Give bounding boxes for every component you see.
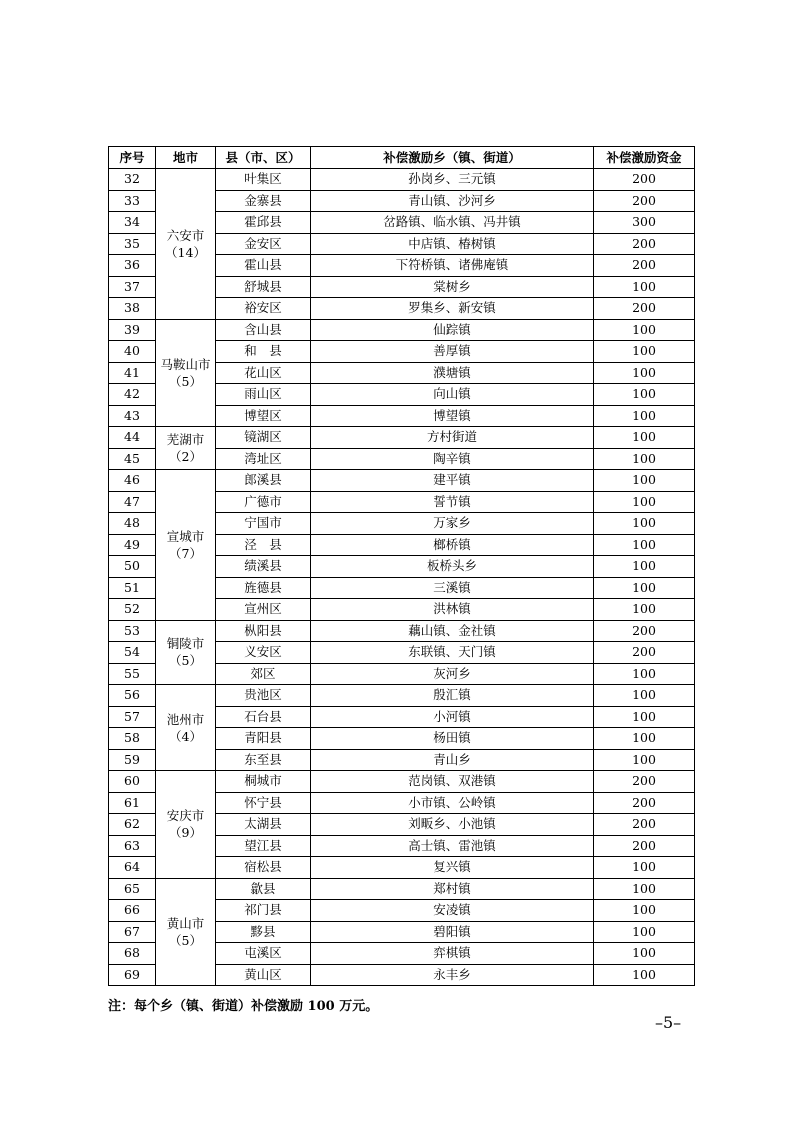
- cell-towns: 棠树乡: [311, 276, 594, 298]
- cell-county: 屯溪区: [216, 943, 311, 965]
- cell-county: 歙县: [216, 878, 311, 900]
- cell-fund: 100: [594, 384, 695, 406]
- cell-towns: 青山镇、沙河乡: [311, 190, 594, 212]
- cell-fund: 200: [594, 620, 695, 642]
- cell-city: 黄山市（5）: [156, 878, 216, 986]
- cell-serial: 40: [109, 341, 156, 363]
- cell-serial: 57: [109, 706, 156, 728]
- cell-fund: 100: [594, 964, 695, 986]
- table-row: [109, 470, 695, 492]
- cell-county: 太湖县: [216, 814, 311, 836]
- cell-fund: 100: [594, 921, 695, 943]
- cell-county: 博望区: [216, 405, 311, 427]
- cell-fund: 100: [594, 470, 695, 492]
- table-row: [109, 620, 695, 642]
- cell-serial: 66: [109, 900, 156, 922]
- cell-fund: 100: [594, 491, 695, 513]
- cell-towns: 向山镇: [311, 384, 594, 406]
- cell-towns: 仙踪镇: [311, 319, 594, 341]
- cell-towns: 建平镇: [311, 470, 594, 492]
- cell-serial: 64: [109, 857, 156, 879]
- cell-fund: 100: [594, 878, 695, 900]
- header-county: 县（市、区）: [216, 147, 311, 169]
- page-number: –5–: [655, 1013, 682, 1032]
- cell-towns: 永丰乡: [311, 964, 594, 986]
- cell-county: 裕安区: [216, 298, 311, 320]
- cell-towns: 范岗镇、双港镇: [311, 771, 594, 793]
- cell-city: 池州市（4）: [156, 685, 216, 771]
- cell-serial: 56: [109, 685, 156, 707]
- cell-county: 旌德县: [216, 577, 311, 599]
- cell-county: 霍邱县: [216, 212, 311, 234]
- cell-fund: 100: [594, 362, 695, 384]
- cell-fund: 100: [594, 685, 695, 707]
- cell-serial: 45: [109, 448, 156, 470]
- cell-fund: 100: [594, 405, 695, 427]
- cell-county: 宿松县: [216, 857, 311, 879]
- cell-county: 青阳县: [216, 728, 311, 750]
- cell-serial: 54: [109, 642, 156, 664]
- cell-serial: 65: [109, 878, 156, 900]
- cell-county: 霍山县: [216, 255, 311, 277]
- cell-county: 金寨县: [216, 190, 311, 212]
- cell-towns: 濮塘镇: [311, 362, 594, 384]
- cell-city: 宣城市（7）: [156, 470, 216, 621]
- cell-fund: 100: [594, 577, 695, 599]
- table-row: [109, 427, 695, 449]
- cell-towns: 殷汇镇: [311, 685, 594, 707]
- cell-towns: 小河镇: [311, 706, 594, 728]
- cell-county: 祁门县: [216, 900, 311, 922]
- cell-county: 金安区: [216, 233, 311, 255]
- cell-fund: 200: [594, 835, 695, 857]
- cell-towns: 刘畈乡、小池镇: [311, 814, 594, 836]
- cell-fund: 200: [594, 169, 695, 191]
- cell-towns: 藕山镇、金社镇: [311, 620, 594, 642]
- cell-fund: 100: [594, 556, 695, 578]
- cell-towns: 东联镇、天门镇: [311, 642, 594, 664]
- cell-fund: 100: [594, 943, 695, 965]
- cell-serial: 55: [109, 663, 156, 685]
- cell-towns: 板桥头乡: [311, 556, 594, 578]
- cell-fund: 100: [594, 599, 695, 621]
- cell-fund: 100: [594, 319, 695, 341]
- cell-county: 义安区: [216, 642, 311, 664]
- header-serial: 序号: [109, 147, 156, 169]
- cell-county: 舒城县: [216, 276, 311, 298]
- cell-serial: 60: [109, 771, 156, 793]
- cell-serial: 68: [109, 943, 156, 965]
- cell-fund: 100: [594, 663, 695, 685]
- cell-towns: 岔路镇、临水镇、冯井镇: [311, 212, 594, 234]
- cell-fund: 100: [594, 534, 695, 556]
- cell-serial: 50: [109, 556, 156, 578]
- cell-county: 望江县: [216, 835, 311, 857]
- cell-serial: 47: [109, 491, 156, 513]
- cell-towns: 下符桥镇、诸佛庵镇: [311, 255, 594, 277]
- cell-serial: 46: [109, 470, 156, 492]
- cell-towns: 中店镇、椿树镇: [311, 233, 594, 255]
- table-row: [109, 169, 695, 191]
- cell-county: 湾址区: [216, 448, 311, 470]
- table-note: 注：每个乡（镇、街道）补偿激励 100 万元。: [108, 999, 379, 1014]
- cell-fund: 100: [594, 857, 695, 879]
- cell-serial: 61: [109, 792, 156, 814]
- cell-county: 雨山区: [216, 384, 311, 406]
- cell-towns: 弈棋镇: [311, 943, 594, 965]
- table-row: [109, 685, 695, 707]
- cell-towns: 博望镇: [311, 405, 594, 427]
- cell-serial: 41: [109, 362, 156, 384]
- cell-towns: 洪林镇: [311, 599, 594, 621]
- cell-serial: 62: [109, 814, 156, 836]
- header-fund: 补偿激励资金: [594, 147, 695, 169]
- cell-fund: 200: [594, 190, 695, 212]
- cell-serial: 67: [109, 921, 156, 943]
- cell-county: 桐城市: [216, 771, 311, 793]
- cell-county: 含山县: [216, 319, 311, 341]
- cell-towns: 榔桥镇: [311, 534, 594, 556]
- cell-towns: 青山乡: [311, 749, 594, 771]
- cell-city: 马鞍山市（5）: [156, 319, 216, 427]
- cell-towns: 万家乡: [311, 513, 594, 535]
- cell-towns: 三溪镇: [311, 577, 594, 599]
- cell-county: 泾 县: [216, 534, 311, 556]
- table-body: [109, 169, 695, 986]
- cell-serial: 33: [109, 190, 156, 212]
- cell-towns: 善厚镇: [311, 341, 594, 363]
- cell-towns: 灰河乡: [311, 663, 594, 685]
- cell-towns: 碧阳镇: [311, 921, 594, 943]
- cell-serial: 44: [109, 427, 156, 449]
- cell-county: 黟县: [216, 921, 311, 943]
- cell-towns: 安凌镇: [311, 900, 594, 922]
- cell-county: 黄山区: [216, 964, 311, 986]
- cell-fund: 200: [594, 792, 695, 814]
- cell-fund: 100: [594, 900, 695, 922]
- cell-county: 贵池区: [216, 685, 311, 707]
- cell-fund: 100: [594, 448, 695, 470]
- cell-serial: 69: [109, 964, 156, 986]
- cell-fund: 200: [594, 233, 695, 255]
- cell-fund: 100: [594, 276, 695, 298]
- cell-towns: 方村街道: [311, 427, 594, 449]
- cell-serial: 34: [109, 212, 156, 234]
- cell-towns: 小市镇、公岭镇: [311, 792, 594, 814]
- cell-serial: 49: [109, 534, 156, 556]
- cell-serial: 58: [109, 728, 156, 750]
- cell-serial: 37: [109, 276, 156, 298]
- cell-city: 铜陵市（5）: [156, 620, 216, 685]
- cell-serial: 51: [109, 577, 156, 599]
- cell-county: 花山区: [216, 362, 311, 384]
- cell-towns: 复兴镇: [311, 857, 594, 879]
- cell-serial: 32: [109, 169, 156, 191]
- cell-towns: 杨田镇: [311, 728, 594, 750]
- cell-county: 宁国市: [216, 513, 311, 535]
- cell-fund: 200: [594, 255, 695, 277]
- cell-county: 石台县: [216, 706, 311, 728]
- cell-fund: 100: [594, 706, 695, 728]
- cell-serial: 39: [109, 319, 156, 341]
- cell-towns: 郑村镇: [311, 878, 594, 900]
- cell-towns: 孙岗乡、三元镇: [311, 169, 594, 191]
- cell-fund: 200: [594, 771, 695, 793]
- cell-serial: 38: [109, 298, 156, 320]
- cell-county: 和 县: [216, 341, 311, 363]
- cell-county: 镜湖区: [216, 427, 311, 449]
- cell-serial: 42: [109, 384, 156, 406]
- cell-county: 宣州区: [216, 599, 311, 621]
- cell-towns: 誓节镇: [311, 491, 594, 513]
- cell-serial: 35: [109, 233, 156, 255]
- cell-serial: 43: [109, 405, 156, 427]
- cell-city: 安庆市（9）: [156, 771, 216, 879]
- cell-county: 东至县: [216, 749, 311, 771]
- cell-fund: 100: [594, 749, 695, 771]
- cell-serial: 52: [109, 599, 156, 621]
- cell-serial: 63: [109, 835, 156, 857]
- table-row: [109, 319, 695, 341]
- cell-fund: 200: [594, 298, 695, 320]
- header-city: 地市: [156, 147, 216, 169]
- cell-serial: 59: [109, 749, 156, 771]
- cell-fund: 100: [594, 341, 695, 363]
- header-towns: 补偿激励乡（镇、街道）: [311, 147, 594, 169]
- cell-serial: 48: [109, 513, 156, 535]
- cell-towns: 陶辛镇: [311, 448, 594, 470]
- table-header-row: [109, 147, 695, 169]
- cell-serial: 36: [109, 255, 156, 277]
- cell-fund: 200: [594, 642, 695, 664]
- cell-fund: 100: [594, 728, 695, 750]
- cell-county: 郊区: [216, 663, 311, 685]
- cell-county: 叶集区: [216, 169, 311, 191]
- cell-county: 广德市: [216, 491, 311, 513]
- cell-serial: 53: [109, 620, 156, 642]
- subsidy-table: [108, 146, 695, 986]
- table-row: [109, 771, 695, 793]
- cell-county: 怀宁县: [216, 792, 311, 814]
- cell-city: 芜湖市（2）: [156, 427, 216, 470]
- cell-towns: 高士镇、雷池镇: [311, 835, 594, 857]
- cell-fund: 200: [594, 814, 695, 836]
- cell-fund: 100: [594, 513, 695, 535]
- cell-city: 六安市（14）: [156, 169, 216, 320]
- cell-county: 绩溪县: [216, 556, 311, 578]
- table-row: [109, 878, 695, 900]
- cell-fund: 100: [594, 427, 695, 449]
- cell-towns: 罗集乡、新安镇: [311, 298, 594, 320]
- cell-county: 枞阳县: [216, 620, 311, 642]
- cell-county: 郎溪县: [216, 470, 311, 492]
- cell-fund: 300: [594, 212, 695, 234]
